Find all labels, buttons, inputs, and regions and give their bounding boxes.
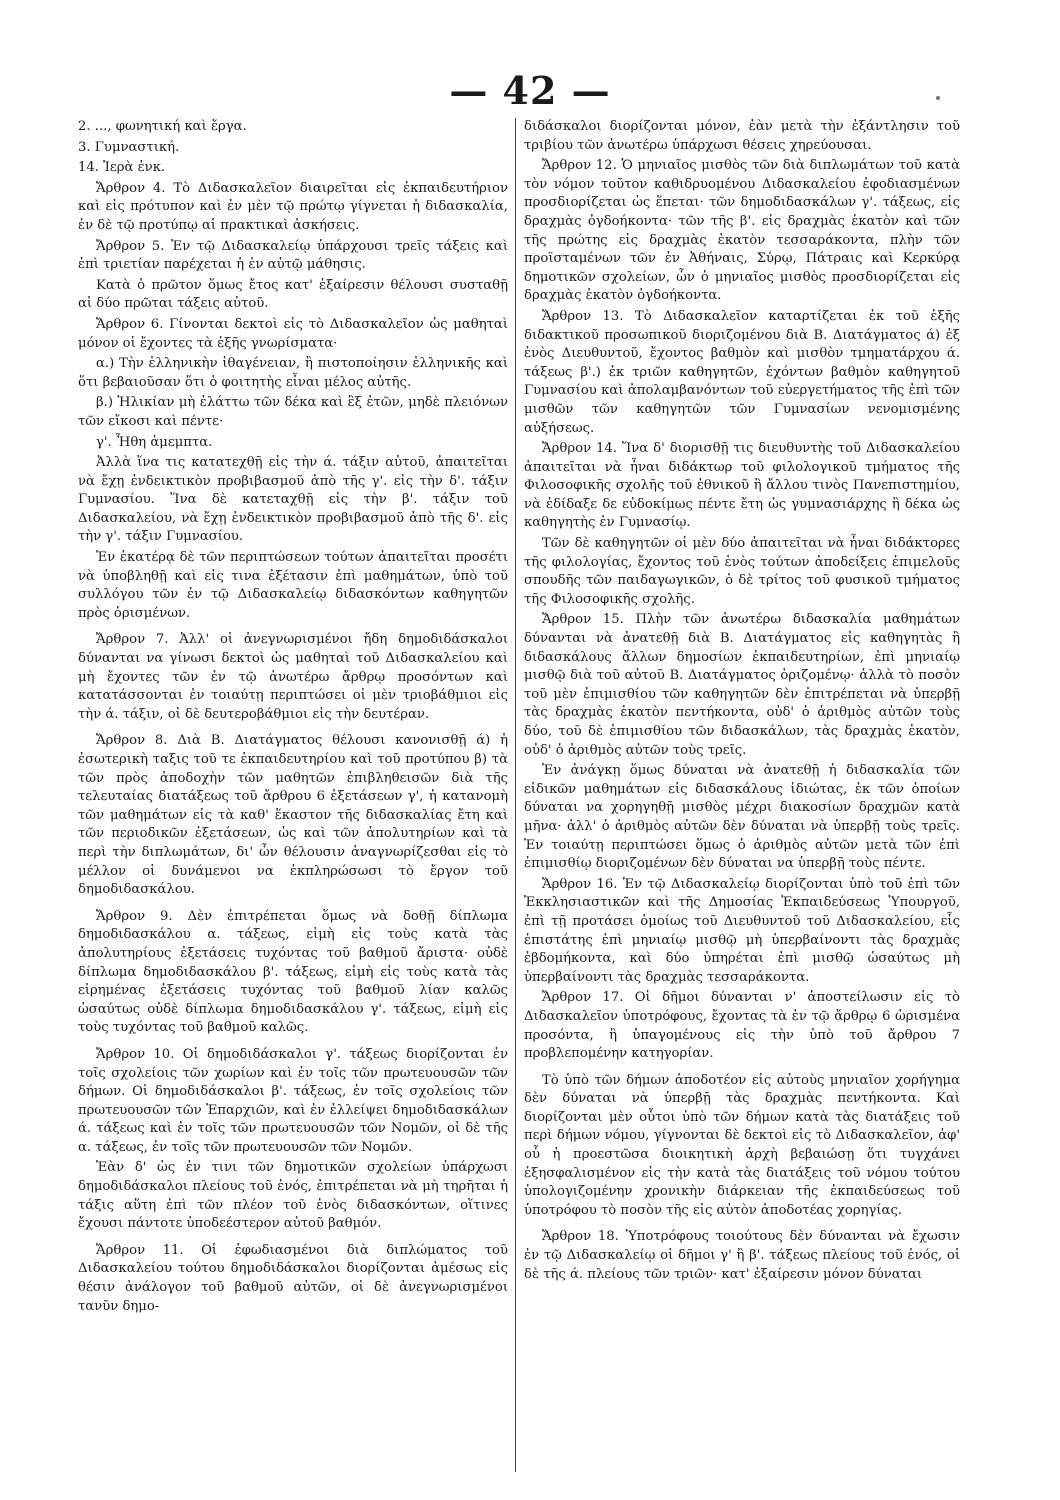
right-paragraph: Ἄρθρον 15. Πλὴν τῶν ἀνωτέρω διδασκαλία μαθημάτων δύνανται νὰ ἀνατεθῇ διὰ Β. Διατάγματος εἰς καθηγητὰς ἢ διδασκάλους ἄλλων δημοσίων ἐκπαιδευτηρίων, ἐπὶ μηνιαίῳ μισθῷ διὰ τοῦ αὐτοῦ Β. Διατάγματος ὁριζομένῳ· ἀλλὰ τὸ ποσὸν τοῦ μὲν ἐπιμισθίου τῶν καθηγητῶν δὲν ἐπιτρέπεται νὰ ὑπερβῇ τὰς δραχμὰς ἑκατὸν πεντήκοντα, οὐδ' ὁ ἀριθμὸς αὐτῶν τοὺς δύο, τοῦ δὲ ἐπιμισθίου τῶν διδασκάλων, τὰς δραχμὰς ἑκατὸν, οὐδ' ὁ ἀριθμὸς αὐτῶν τοὺς τρεῖς. [524,612,960,758]
left-paragraph: γ'. Ἦθη ἀμεμπτα. [96,434,213,450]
column-divider [515,118,516,1472]
left-paragraph: Ἄρθρον 10. Οἱ δημοδιδάσκαλοι γ'. τάξεως διορίζονται ἐν τοῖς σχολείοις τῶν χωρίων καὶ ἐν τοῖς τῶν πρωτευουσῶν τῶν δήμων. Οἱ δημοδιδάσκαλοι β'. τάξεως, ἐν τοῖς σχολείοις τῶν πρωτευουσῶν τῶν Ἐπαρχιῶν, καὶ ἐν ἐλλείψει δημοδιδασκάλων ά. τάξεως καὶ ἐν τοῖς τῶν πρωτευουσῶν τῶν Νομῶν, οἱ δὲ τῆς α. τάξεως, ἐν τοῖς τῶν πρωτευουσῶν τῶν Νομῶν. [78,1046,508,1155]
left-paragraph: α.) Τὴν ἑλληνικὴν ἰθαγένειαν, ἢ πιστοποίησιν ἑλληνικῆς καὶ ὅτι βεβαιοῦσαν ὅτι ὁ φοιτητὴς εἶναι μέλος αὐτῆς. [78,356,508,390]
right-paragraph: Ἄρθρον 12. Ὁ μηνιαῖος μισθὸς τῶν διὰ διπλωμάτων τοῦ κατὰ τὸν νόμον τοῦτον καθιδρυομένου Διδασκαλείου ἐφοδιασμένων προσδιορίζεται ὡς ἕπεται· τῶν δημοδιδασκάλων γ'. τάξεως, εἰς δραχμὰς ὀγδοήκοντα· τῶν τῆς β'. εἰς δραχμὰς ἑκατὸν καὶ τῶν τῆς πρώτης εἰς δραχμὰς ἑκατὸν τεσσαράκοντα, πλὴν τῶν προϊσταμένων τῶν ἐν Ἀθήναις, Σύρῳ, Πάτραις καὶ Κερκύρᾳ δημοτικῶν σχολείων, ὧν ὁ μηνιαῖος μισθὸς προσδιορίζεται εἰς δραχμὰς ἑκατὸν ὀγδοήκοντα. [524,158,960,304]
left-paragraph: Ἄρθρον 4. Τὸ Διδασκαλεῖον διαιρεῖται εἰς ἐκπαιδευτήριον καὶ εἰς πρότυπον καὶ ἐν μὲν τῷ πρώτῳ γίγνεται ἡ διδασκαλία, ἐν δὲ τῷ προτύπῳ αἱ πρακτικαὶ ἀσκήσεις. [78,180,508,233]
left-paragraph: Ἐν ἑκατέρᾳ δὲ τῶν περιπτώσεων τούτων ἀπαιτεῖται προσέτι νὰ ὑποβληθῇ καὶ εἰς τινα ἐξέτασιν ἐπὶ μαθημάτων, ὑπὸ τοῦ συλλόγου τῶν ἐν τῷ Διδασκαλείῳ διδασκόντων καθηγητῶν πρὸς ὁρισμένων. [78,550,508,621]
left-paragraph: β.) Ἡλικίαν μὴ ἐλάττω τῶν δέκα καὶ ἓξ ἐτῶν, μηδὲ πλειόνων τῶν εἴκοσι καὶ πέντε· [78,395,508,429]
margin-dot [936,96,940,100]
left-column [78,118,508,1472]
right-paragraph: Τῶν δὲ καθηγητῶν οἱ μὲν δύο ἀπαιτεῖται νὰ ἦναι διδάκτορες τῆς φιλολογίας, ἔχοντος τοῦ ἑνὸς τούτων ἀποδείξεις ἐπιμελοῦς σπουδῆς τῶν παιδαγωγικῶν, ὁ δὲ τρίτος τοῦ φυσικοῦ τμήματος τῆς Φιλοσοφικῆς σχολῆς. [524,536,960,607]
left-paragraph: Ἀλλὰ ἵνα τις κατατεχθῇ εἰς τὴν ά. τάξιν αὐτοῦ, ἀπαιτεῖται νὰ ἔχῃ ἐνδεικτικὸν προβιβασμοῦ ἀπὸ τῆς γ'. εἰς τὴν δ'. τάξιν Γυμνασίου. Ἵνα δὲ κατεταχθῇ εἰς τὴν β'. τάξιν τοῦ Διδασκαλείου, νὰ ἔχῃ ἐνδεικτικὸν προβιβασμοῦ ἀπὸ τῆς δ'. εἰς τὴν γ'. τάξιν Γυμνασίου. [78,455,508,545]
right-column [524,118,960,1472]
left-paragraph: Ἐὰν δ' ὡς ἐν τινι τῶν δημοτικῶν σχολείων ὑπάρχωσι δημοδιδάσκαλοι πλείους τοῦ ἑνός, ἐπιτρέπεται νὰ μὴ τηρῆται ἡ τάξις αὕτη ἐπὶ τῶν πλέον τοῦ ἑνὸς διδασκόντων, οἵτινες ἔχουσι πάντοτε ὑποδεέστερον αὐτοῦ βαθμόν. [78,1160,508,1232]
left-paragraph: Ἄρθρον 5. Ἐν τῷ Διδασκαλείῳ ὑπάρχουσι τρεῖς τάξεις καὶ ἐπὶ τριετίαν παρέχεται ἡ ἐν αὐτῷ μάθησις. [78,238,508,273]
right-paragraph: διδάσκαλοι διορίζονται μόνον, ἐὰν μετὰ τὴν ἐξάντλησιν τοῦ τριβίου τῶν ἀνωτέρω ὑπάρχωσι θέσεις χηρεύουσαι. [524,119,960,153]
left-paragraph: 2. ..., φωνητική καὶ ἔργα. [78,119,247,134]
left-paragraph: 3. Γυμναστική. [78,139,180,155]
right-paragraph: Ἄρθρον 13. Τὸ Διδασκαλεῖον καταρτίζεται ἐκ τοῦ ἑξῆς διδακτικοῦ προσωπικοῦ διοριζομένου διὰ Β. Διατάγματος ά) ἐξ ἑνὸς Διευθυντοῦ, ἔχοντος βαθμὸν καὶ μισθὸν τμηματάρχου ά. τάξεως β'.) ἐκ τριῶν καθηγητῶν, ἐχόντων βαθμὸν καθηγητοῦ Γυμνασίου καὶ ἀπολαμβανόντων τοῦ εὐεργετήματος τῆς ἐπὶ τῶν μισθῶν τῶν καθηγητῶν τῶν Γυμνασίων νενομισμένης αὐξήσεως. [524,308,960,436]
right-paragraph: Τὸ ὑπὸ τῶν δήμων ἀποδοτέον εἰς αὐτοὺς μηνιαῖον χορήγημα δὲν δύναται νὰ ὑπερβῇ τὰς δραχμὰς πεντήκοντα. Καὶ διορίζονται μὲν οὗτοι ὑπὸ τῶν δήμων κατὰ τὰς διατάξεις τοῦ περὶ δήμων νόμου, γίγνονται δὲ δεκτοὶ εἰς τὸ Διδασκαλεῖον, ἀφ' οὗ ἡ προεστῶσα διοικητικὴ ἀρχὴ βεβαιώσῃ ὅτι τυγχάνει ἐξησφαλισμένον εἰς τὴν κατὰ τὰς διατάξεις τοῦ νόμου τούτου ὑπολογιζομένην χρονικὴν διάρκειαν τῆς ἐκπαιδεύσεως τοῦ ὑποτρόφου τὸ ποσὸν τῆς εἰς αὐτὸν ἀποδοτέας χορηγίας. [524,1072,960,1218]
right-paragraph: Ἄρθρον 16. Ἐν τῷ Διδασκαλείῳ διορίζονται ὑπὸ τοῦ ἐπὶ τῶν Ἐκκλησιαστικῶν καὶ τῆς Δημοσίας Ἐκπαιδεύσεως Ὑπουργοῦ, ἐπὶ τῇ προτάσει ὁμοίως τοῦ Διευθυντοῦ τοῦ Διδασκαλείου, εἷς ἐπιστάτης ἐπὶ μηνιαίῳ μισθῷ μὴ ὑπερβαίνοντι τὰς δραχμὰς ἑβδομήκοντα, καὶ δύο ὑπηρέται ἐπὶ μισθῷ ὡσαύτως μὴ ὑπερβαίνοντι τὰς δραχμὰς τεσσαράκοντα. [524,876,960,985]
left-paragraph: Ἄρθρον 6. Γίνονται δεκτοὶ εἰς τὸ Διδασκαλεῖον ὡς μαθηταὶ μόνον οἱ ἔχοντες τὰ ἑξῆς γνωρίσματα· [78,316,508,351]
left-paragraph: Ἄρθρον 9. Δὲν ἐπιτρέπεται ὅμως νὰ δοθῇ δίπλωμα δημοδιδασκάλου α. τάξεως, εἰμὴ εἰς τοὺς κατὰ τὰς ἀπολυτηρίους ἐξετάσεις τυχόντας τοῦ βαθμοῦ ἄριστα· οὐδὲ δίπλωμα δημοδιδασκάλου β'. τάξεως, εἰμὴ εἰς τοὺς κατὰ τὰς εἰρημένας ἐξετάσεις τυχόντας τοῦ βαθμοῦ λίαν καλῶς ὡσαύτως οὐδὲ δίπλωμα δημοδιδασκάλου γ'. τάξεως, εἰμὴ εἰς τοὺς τυχόντας τοῦ βαθμοῦ καλῶς. [78,908,508,1036]
page-number: — 42 — [449,68,611,113]
right-paragraph: Ἐν ἀνάγκῃ ὅμως δύναται νὰ ἀνατεθῇ ἡ διδασκαλία τῶν εἰδικῶν μαθημάτων εἰς διδασκάλους ἰδιώτας, ἐκ τῶν ὁποίων δύναται να χορηγηθῇ μισθὸς μέχρι διακοσίων δραχμῶν κατὰ μῆνα· ἀλλ' ὁ ἀριθμὸς αὐτῶν δὲν δύναται νὰ ὑπερβῇ τοὺς τρεῖς. Ἐν τοιαύτῃ περιπτώσει ὅμως ὁ ἀριθμὸς αὐτῶν μετὰ τῶν ἐπὶ ἐπιμισθίῳ διοριζομένων δὲν δύναται να ὑπερβῇ τοὺς πέντε. [524,763,960,872]
left-paragraph: Ἄρθρον 11. Οἱ ἐφωδιασμένοι διὰ διπλώματος τοῦ Διδασκαλείου τούτου δημοδιδάσκαλοι διορίζονται ἀμέσως εἰς θέσιν ἀνάλογον τοῦ βαθμοῦ αὐτῶν, οἱ δὲ ἀνεγνωρισμένοι τανῦν δημο- [78,1242,508,1314]
left-paragraph: Ἄρθρον 7. Ἀλλ' οἱ ἀνεγνωρισμένοι ἤδη δημοδιδάσκαλοι δύνανται να γίνωσι δεκτοὶ ὡς μαθηταὶ τοῦ Διδασκαλείου καὶ μὴ ἔχοντες τῶν ἐν τῷ ἀνωτέρω ἄρθρῳ προσόντων καὶ κατατάσσονται ἐν τοιαύτῃ περιπτώσει οἱ μὲν τριοβάθμιοι εἰς τὴν ά. τάξιν, οἱ δὲ δευτεροβάθμιοι εἰς τὴν δευτέραν. [78,632,508,722]
left-paragraph: Κατὰ ὁ πρῶτον ὅμως ἔτος κατ' ἐξαίρεσιν θέλουσι συσταθῇ αἱ δύο πρῶται τάξεις αὐτοῦ. [78,277,508,312]
right-paragraph: Ἄρθρον 14. Ἵνα δ' διορισθῇ τις διευθυντὴς τοῦ Διδασκαλείου ἀπαιτεῖται νὰ ἦναι διδάκτωρ τοῦ φιλολογικοῦ τμήματος τῆς Φιλοσοφικῆς σχολῆς τοῦ ἐθνικοῦ ἢ ἄλλου τινὸς Πανεπιστημίου, νὰ ἐδίδαξε δε εὐδοκίμως πέντε ἔτη ὡς γυμνασιάρχης ἢ δέκα ὡς καθηγητὴς ἐν Γυμνασίῳ. [524,441,960,531]
right-paragraph: Ἄρθρον 18. Ὑποτρόφους τοιούτους δὲν δύνανται νὰ ἔχωσιν ἐν τῷ Διδασκαλείῳ οἱ δῆμοι γ' ἢ β'. τάξεως πλείους τοῦ ἑνός, οἱ δὲ τῆς ά. πλείους τῶν τριῶν· κατ' ἐξαίρεσιν μόνον δύναται [524,1229,960,1282]
left-paragraph: Ἄρθρον 8. Διὰ Β. Διατάγματος θέλουσι κανονισθῇ ά) ἡ ἐσωτερικὴ ταξις τοῦ τε ἐκπαιδευτηρίου καὶ τοῦ προτύπου β) τὰ τῶν πρὸς ἀποδοχὴν τῶν μαθητῶν ἐπιβληθεισῶν διὰ τῆς τελευταίας διατάξεως τοῦ ἄρθρου 6 ἐξετάσεων γ', ἡ κατανομὴ τῶν μαθημάτων εἰς τὰ καθ' ἕκαστον τῆς διδασκαλίας ἔτη καὶ τῶν περιοδικῶν ἐξετάσεων, ὡς καὶ τῶν ἀπολυτηρίων καὶ τὰ περὶ τὴν διπλωμάτων, δι' ὧν θέλουσιν ἀναγνωρίζεσθαι εἰς τὸ μέλλον οἱ δυνάμενοι να ἐκπληρώσωσι τὸ ἔργον τοῦ δημοδιδασκάλου. [78,733,508,898]
right-paragraph: Ἄρθρον 17. Οἱ δῆμοι δύνανται ν' ἀποστείλωσιν εἰς τὸ Διδασκαλεῖον ὑποτρόφους, ἔχοντας τὰ ἐν τῷ ἄρθρῳ 6 ὡρισμένα προσόντα, ἢ ὑπαγομένους εἰς τὴν ὑπὸ τοῦ ἄρθρου 7 προβλεπομένην κατηγορίαν. [524,990,960,1062]
left-paragraph: 14. Ἱερὰ ἐνκ. [78,160,166,176]
